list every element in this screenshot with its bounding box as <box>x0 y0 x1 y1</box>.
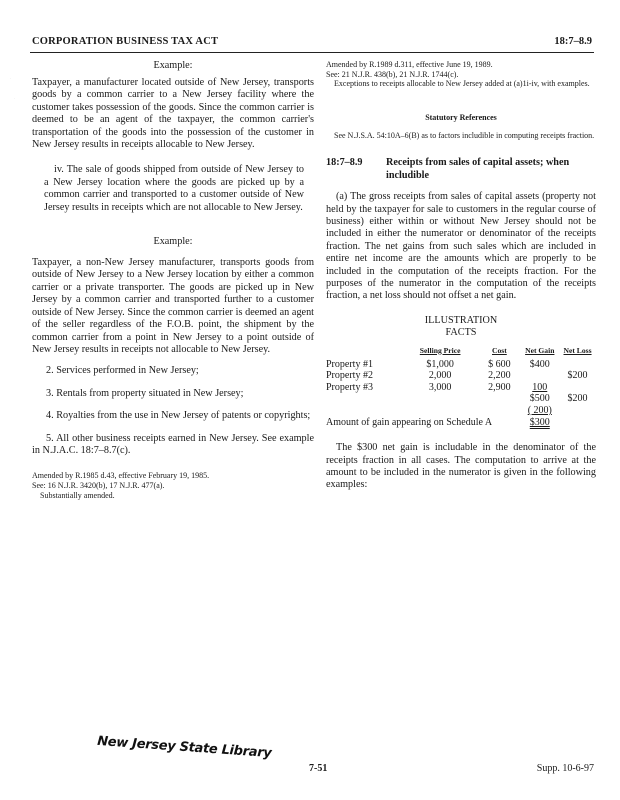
table-row <box>326 370 596 382</box>
example-2-text: Taxpayer, a non-New Jersey manufacturer, transports goods from outside of New Jersey to a New Jersey location by either a common carrier or a private transporter. The goods are picked up in New Jersey by a common carrier and transported further to a customer outside of New Jersey. Since the common carrier is deemed an agent of the seller regardless of the F.O.B. point, the shipment by the common carrier from a point in New Jersey to a point outside of New Jersey results in receipts not allocable to New Jersey. <box>32 257 314 355</box>
list-item-5: 5. All other business receipts earned in New Jersey. See example in N.J.A.C. 18:7–8.7(c). <box>32 432 314 456</box>
statutory-references-text: See N.J.S.A. 54:10A–6(B) as to factors includible in computing receipts fraction. <box>334 130 595 140</box>
less-loss: ( 200) <box>527 405 552 417</box>
section-heading <box>326 157 596 182</box>
facts-title: FACTS <box>445 327 477 339</box>
example-1-title: Example: <box>153 60 193 71</box>
net-value: $300 <box>529 416 550 428</box>
page-number: 7-51 <box>309 763 328 774</box>
table-cell: Property #2 <box>326 370 373 382</box>
table-header: Cost <box>492 345 507 355</box>
table-cell <box>559 382 596 394</box>
list-item-3: 3. Rentals from property situated in New Jersey; <box>46 387 244 399</box>
gains-table <box>326 345 596 429</box>
table-cell: $400 <box>529 358 550 370</box>
section-number: 18:7–8.9 <box>326 157 363 169</box>
amend-note-2: See: 21 N.J.R. 438(b), 21 N.J.R. 1744(c). <box>326 69 459 79</box>
table-cell: 100 <box>532 381 548 393</box>
running-header-section: 18:7–8.9 <box>554 36 592 47</box>
amend-note-1: Amended by R.1989 d.311, effective June 19, 1989. <box>326 60 493 69</box>
header-rule <box>30 52 594 53</box>
table-cell: 2,900 <box>488 381 511 393</box>
list-item-4: 4. Royalties from the use in New Jersey of patents or copyrights; <box>46 410 311 422</box>
running-header-title: CORPORATION BUSINESS TAX ACT <box>32 36 219 47</box>
total-loss: $200 <box>567 393 588 405</box>
table-cell <box>559 359 596 371</box>
history-note-2: See: 16 N.J.R. 3420(b), 17 N.J.R. 477(a). <box>32 480 165 490</box>
table-header <box>326 345 402 359</box>
table-cell: $1,000 <box>426 358 454 370</box>
table-less-row <box>326 405 596 417</box>
total-gain: $500 <box>529 393 550 405</box>
history-note-3: Substantially amended. <box>40 490 115 500</box>
table-cell: $ 600 <box>488 358 511 370</box>
illustration-title: ILLUSTRATION <box>424 314 498 326</box>
example-2-title: Example: <box>153 236 193 248</box>
statutory-references-title: Statutory References <box>425 112 497 122</box>
table-row <box>326 382 596 394</box>
table-header: Net Loss <box>563 345 592 355</box>
scan-speck: · <box>10 77 11 81</box>
list-item-2: 2. Services performed in New Jersey; <box>46 365 199 377</box>
table-header-row <box>326 345 596 359</box>
table-cell: 2,000 <box>428 370 452 382</box>
table-header: Selling Price <box>419 345 461 355</box>
paragraph-a: (a) The gross receipts from sales of capital assets (property not held by the taxpayer for sale to customers in the regular course of business) either within or without New Jersey should not be included in either the numerator or denominator of the receipts fraction. The net gains from such sales which are included in entire net income are the amounts which are properly to be included in the computation of the receipts fraction. For the purposes of the numerator in the computation of the receipts fraction, a net loss should not offset a net gain. <box>326 191 596 302</box>
net-label: Amount of gain appearing on Schedule A <box>326 416 493 428</box>
table-total-row <box>326 393 596 405</box>
table-cell: $200 <box>567 370 588 382</box>
example-1-text: Taxpayer, a manufacturer located outside of New Jersey, transports goods by a common carrier to a New Jersey facility where the customer takes possession of the goods. Since the common carrier is deemed to be an agent of the taxpayer, the common carrier's transportation of the goods into the possession of the customer in New Jersey results in receipts allocable to New Jersey. <box>32 77 314 151</box>
amend-note-3: Exceptions to receipts allocable to New Jersey added at (a)1i-iv, with examples. <box>334 79 590 89</box>
table-net-row <box>326 417 596 429</box>
library-stamp: New Jersey State Library <box>96 733 272 762</box>
table-cell: 2,200 <box>488 370 511 382</box>
table-row <box>326 359 596 371</box>
table-cell: Property #3 <box>326 381 373 393</box>
item-iv: iv. The sale of goods shipped from outside of New Jersey to a New Jersey location where the goods are picked up by a common carrier and transported to a customer outside of New Jersey results in receipts which are not allocable to New Jersey. <box>44 164 304 213</box>
history-note-1: Amended by R.1985 d.43, effective February 19, 1985. <box>32 471 210 481</box>
supplement-date: Supp. 10-6-97 <box>536 763 594 774</box>
table-cell: Property #1 <box>326 358 373 370</box>
section-title: Receipts from sales of capital assets; when includible <box>386 157 570 181</box>
table-cell: 3,000 <box>428 381 452 393</box>
left-column <box>32 58 314 500</box>
closing-paragraph: The $300 net gain is includable in the denominator of the receipts fraction in all cases. The computation to arrive at the amount to be included in the numerator is given in the following examples: <box>326 442 596 491</box>
right-column <box>326 60 596 492</box>
table-header: Net Gain <box>525 345 555 355</box>
scan-speck: · <box>14 97 15 101</box>
table-cell <box>520 370 559 382</box>
